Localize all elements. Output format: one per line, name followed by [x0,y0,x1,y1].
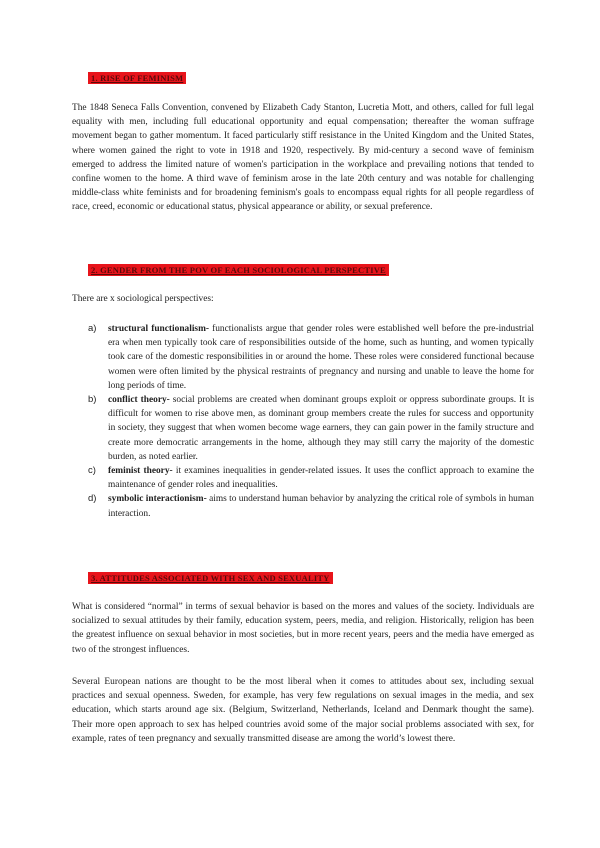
list-text: aims to understand human behavior by analyzing the critical role of symbols in human interaction. [108,494,534,519]
list-term: feminist theory- [108,466,173,477]
list-text: social problems are created when dominant groups exploit or oppress subordinate groups. It is difficult for women to rise above men, as dominant group members create the rules for success and opportunity in society, they suggest that when women become wage earners, they can gain power in the family structure and create more democratic arrangements in the home, although they may still carry the majority of the domestic burden, as noted earlier. [108,395,534,462]
list-marker: c) [88,465,96,477]
list-term: structural functionalism- [108,324,210,334]
list-marker: d) [88,493,97,505]
paragraph-rise-of-feminism: The 1848 Seneca Falls Convention, convened by Elizabeth Cady Stanton, Lucretia Mott, and others, called for full legal equality with men, including full educational opportunity and equal compensation; thereafter the woman suffrage movement began to gather momentum. It faced particularly stiff resistance in the United Kingdom and the United States, where women gained the right to vote in 1918 and 1920, respectively. By mid-century a second wave of feminism emerged to address the limited nature of women's participation in the workplace and prevailing notions that tended to confine women to the home. A third wave of feminism arose in the late 20th century and was notable for challenging middle-class white feminists and for broadening feminism's goals to encompass equal rights for all people regardless of race, creed, economic or educational status, physical appearance or ability, or sexual preference. [72,103,534,213]
paragraph-attitudes-2: Several European nations are thought to be the most liberal when it comes to attitudes about sex, including sexual practices and sexual openness. Sweden, for example, has very few regulations on sexual images in the media, and sex education, which starts around age six. (Belgium, Switzerland, Netherlands, Iceland and Denmark thought the same). Their more open approach to sex has helped countries avoid some of the major social problems associated with sex, for example, rates of teen pregnancy and sexually transmitted disease are among the world’s lowest there. [72,677,534,744]
section-heading-gender-perspectives: 2. GENDER FROM THE POV OF EACH SOCIOLOGICAL PERSPECTIVE [88,264,389,276]
list-item-symbolic-interactionism [88,492,534,520]
perspectives-list [88,322,534,521]
list-marker: b) [88,394,97,406]
list-text: functionalists argue that gender roles were established well before the pre-industrial era when men typically took care of responsibilities outside of the home, such as hunting, and women typically took care of the domestic responsibilities in or around the home. These roles were considered functional because women were often limited by the physical restraints of pregnancy and nursing and unable to leave the home for long periods of time. [108,324,534,391]
list-term: symbolic interactionism- [108,494,207,505]
paragraph-perspectives-intro: There are x sociological perspectives: [72,294,214,304]
section-heading-attitudes: 3. ATTITUDES ASSOCIATED WITH SEX AND SEXUALITY [88,572,333,584]
paragraph-attitudes-1: What is considered “normal” in terms of sexual behavior is based on the mores and values of the society. Individuals are socialized to sexual attitudes by their family, education system, peers, media, and religion. Historically, religion has been the greatest influence on sexual behavior in most societies, but in more recent years, peers and the media have emerged as two of the strongest influences. [72,602,534,655]
list-text: it examines inequalities in gender-related issues. It uses the conflict approach to examine the maintenance of gender roles and inequalities. [108,466,534,491]
list-term: conflict theory- [108,395,170,406]
list-item-feminist-theory [88,464,534,492]
list-marker: a) [88,323,97,334]
list-item-conflict-theory [88,393,534,464]
list-item-structural-functionalism [88,322,534,393]
section-heading-rise-of-feminism: 1. RISE OF FEMINISM [88,72,186,84]
